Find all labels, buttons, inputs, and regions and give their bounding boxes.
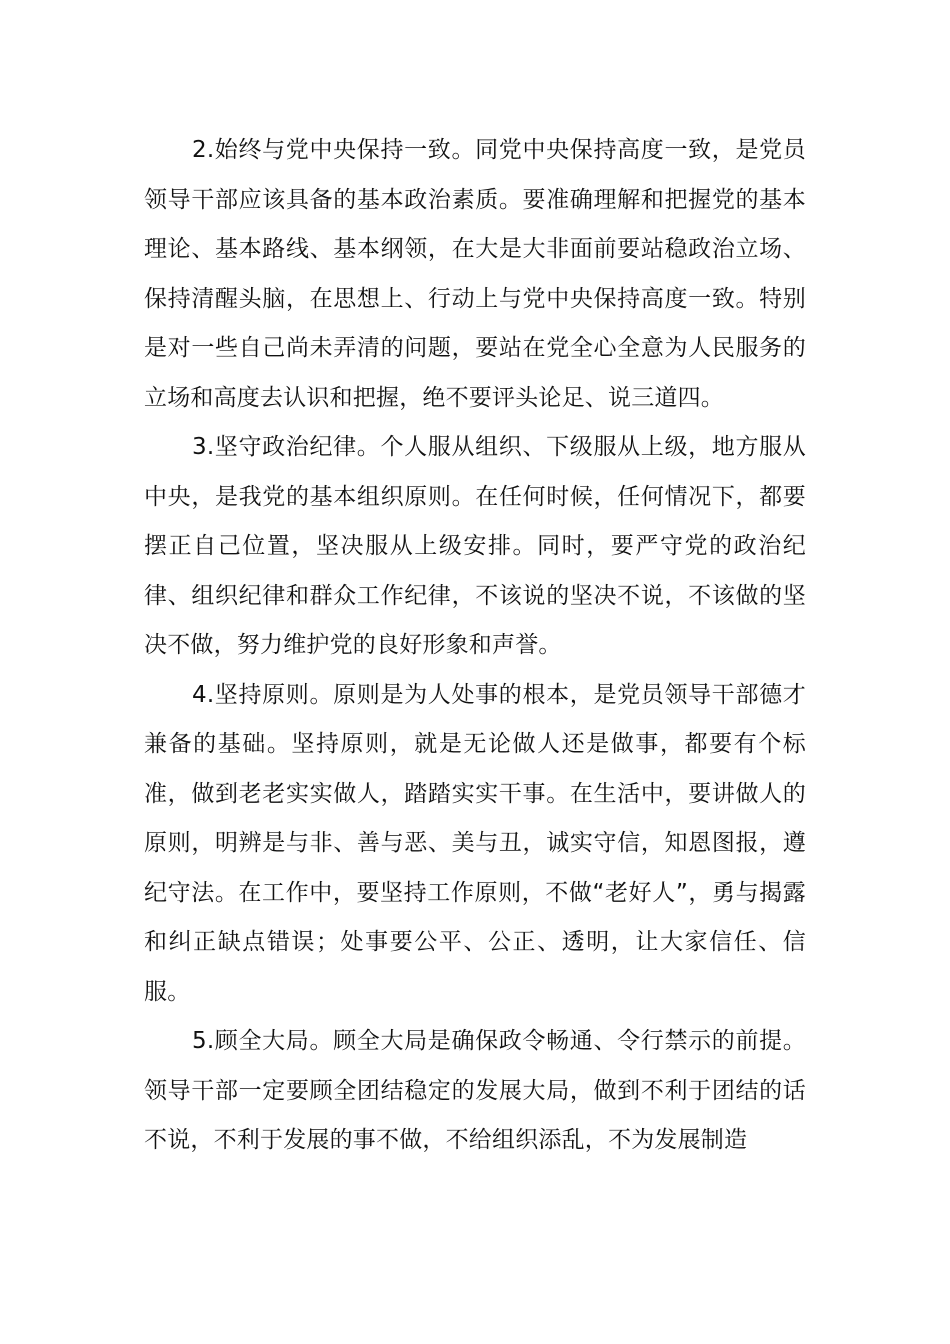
- paragraph-2: 2.始终与党中央保持一致。同党中央保持高度一致，是党员领导干部应该具备的基本政治素质。要准确理解和把握党的基本理论、基本路线、基本纲领，在大是大非面前要站稳政治立场、保持清醒头脑，在思想上、行动上与党中央保持高度一致。特别是对一些自己尚未弄清的问题，要站在党全心全意为人民服务的立场和高度去认识和把握，绝不要评头论足、说三道四。: [144, 137, 806, 411]
- paragraph-5: 5.顾全大局。顾全大局是确保政令畅通、令行禁示的前提。领导干部一定要顾全团结稳定的发展大局，做到不利于团结的话不说，不利于发展的事不做，不给组织添乱，不为发展制造: [144, 1028, 806, 1153]
- paragraph-4: 4.坚持原则。原则是为人处事的根本，是党员领导干部德才兼备的基础。坚持原则，就是无论做人还是做事，都要有个标准，做到老老实实做人，踏踏实实干事。在生活中，要讲做人的原则，明辨是与非、善与恶、美与丑，诚实守信，知恩图报，遵纪守法。在工作中，要坚持工作原则，不做“老好人”，勇与揭露和纠正缺点错误；处事要公平、公正、透明，让大家信任、信服。: [144, 681, 806, 1005]
- document-body: [144, 126, 806, 1166]
- paragraph-3: 3.坚守政治纪律。个人服从组织、下级服从上级，地方服从中央，是我党的基本组织原则。在任何时候，任何情况下，都要摆正自己位置，坚决服从上级安排。同时，要严守党的政治纪律、组织纪律和群众工作纪律，不该说的坚决不说，不该做的坚决不做，努力维护党的良好形象和声誉。: [144, 434, 806, 658]
